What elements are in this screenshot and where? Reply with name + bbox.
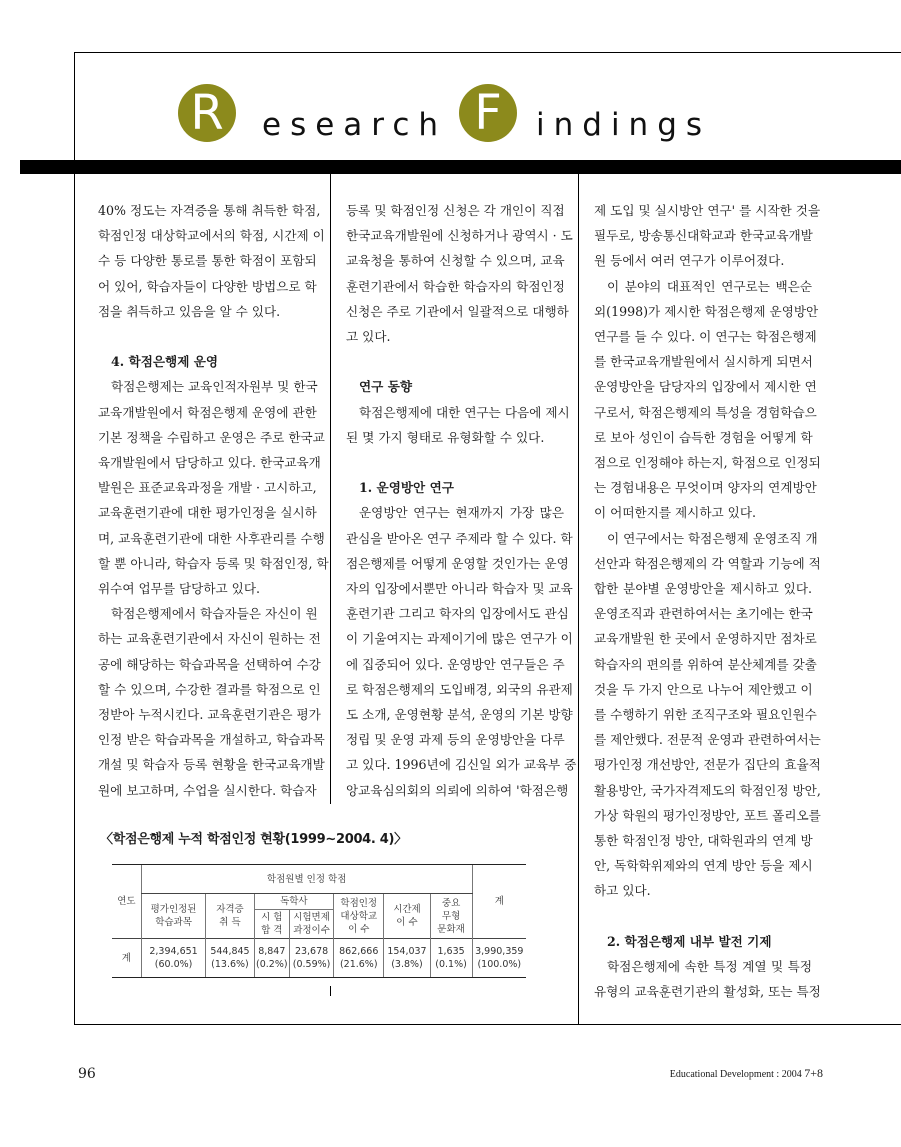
text-line: 외(1998)가 제시한 학점은행제 운영방안 xyxy=(594,303,819,319)
column-2 xyxy=(346,198,577,803)
text-line: 40% 정도는 자격증을 통해 취득한 학점, xyxy=(98,203,321,218)
text-line: 정받아 누적시킨다. 교육훈련기관은 평가 xyxy=(98,707,321,723)
journal-issue: 7+8 xyxy=(804,1066,823,1080)
text-line: 자의 입장에서뿐만 아니라 학습자 및 교육 xyxy=(346,581,573,597)
logo-word-indings: indings xyxy=(536,107,712,143)
text-line: 위수여 업무를 담당하고 있다. xyxy=(98,581,260,597)
text-line: 통한 학점인정 방안, 대학원과의 연계 방 xyxy=(594,833,813,849)
text-line: 된 몇 가지 형태로 유형화할 수 있다. xyxy=(346,429,545,445)
text-line: 발원은 표준교육과정을 개발 · 고시하고, xyxy=(98,480,317,496)
table-caption: 〈학점은행제 누적 학점인정 현황(1999∼2004. 4)〉 xyxy=(100,832,407,847)
text-line: 점을 취득하고 있음을 알 수 있다. xyxy=(98,303,281,319)
table-header-row xyxy=(112,894,526,910)
text-line: 며, 교육훈련기관에 대한 사후관리를 수행 xyxy=(98,530,325,546)
text-line: 학점은행제에 대한 연구는 다음에 제시 xyxy=(359,404,570,420)
table-row xyxy=(112,939,526,978)
th-parttime: 시간제 이 수 xyxy=(384,894,430,939)
text-line: 학점은행제는 교육인적자원부 및 한국 xyxy=(111,379,318,395)
td-total: 3,990,359 (100.0%) xyxy=(472,939,526,978)
column-divider-2 xyxy=(578,174,579,1024)
text-line: 점으로 인정해야 하는지, 학점으로 인정되 xyxy=(594,455,821,471)
header-band xyxy=(20,160,901,174)
text-line: 도 소개, 운영현황 분석, 운영의 기본 방향 xyxy=(346,707,573,723)
journal-title: Educational Development : 2004 xyxy=(669,1069,802,1080)
th-exam: 시 험 합 격 xyxy=(254,910,289,939)
column-1 xyxy=(98,198,329,803)
text-line: 에 집중되어 있다. 운영방안 연구들은 주 xyxy=(346,656,565,672)
text-line: 훈련기관 그리고 학자의 입장에서도 관심 xyxy=(346,606,569,622)
logo-initial-f: F xyxy=(459,84,517,142)
th-cert: 자격증 취 득 xyxy=(206,894,254,939)
stats-table xyxy=(112,864,526,978)
text-line: 수 등 다양한 통로를 통한 학점이 포함되 xyxy=(98,253,317,269)
text-line: 훈련기관에서 학습한 학습자의 학점인정 xyxy=(346,278,565,294)
frame-left-rule-lower xyxy=(74,172,75,1024)
text-line: 구로서, 학점은행제의 특성을 경험학습으 xyxy=(594,404,817,420)
text-line: 고 있다. 1996년에 김신일 외가 교육부 중 xyxy=(346,757,577,773)
th-school: 학점인정 대상학교 이 수 xyxy=(334,894,384,939)
section-heading: 연구 동향 xyxy=(359,379,413,395)
text-line: 할 수 있으며, 수강한 결과를 학점으로 인 xyxy=(98,681,321,697)
text-line: 기본 정책을 수립하고 운영은 주로 한국교 xyxy=(98,429,325,445)
text-line: 등록 및 학점인정 신청은 각 개인이 직접 xyxy=(346,203,565,218)
text-line: 합한 분야별 운영방안을 제시하고 있다. xyxy=(594,581,812,597)
text-line: 이 어떠한지를 제시하고 있다. xyxy=(594,505,756,521)
th-exempt: 시험면제 과정이수 xyxy=(290,910,334,939)
text-line: 안, 독학학위제와의 연계 방안 등을 제시 xyxy=(594,858,813,874)
th-heritage: 중요 무형 문화재 xyxy=(430,894,472,939)
column-divider-1 xyxy=(330,174,331,804)
logo-word-esearch: esearch xyxy=(262,107,448,143)
text-line: 점은행제를 어떻게 운영할 것인가는 운영 xyxy=(346,555,569,571)
td-exempt: 23,678 (0.59%) xyxy=(290,939,334,978)
text-line: 는 경험내용은 무엇이며 양자의 연계방안 xyxy=(594,480,817,496)
text-line: 학점인정 대상학교에서의 학점, 시간제 이 xyxy=(98,228,325,244)
text-line: 하고 있다. xyxy=(594,883,651,899)
text-line: 를 한국교육개발원에서 실시하게 되면서 xyxy=(594,354,813,370)
table-header-row xyxy=(112,865,526,894)
text-line: 교육개발원 한 곳에서 운영하지만 점차로 xyxy=(594,631,817,647)
text-line: 앙교육심의회의 의뢰에 의하여 '학점은행 xyxy=(346,782,569,798)
page-number: 96 xyxy=(78,1066,96,1082)
text-line: 원 등에서 여러 연구가 이루어졌다. xyxy=(594,253,785,269)
text-line: 연구를 들 수 있다. 이 연구는 학점은행제 xyxy=(594,329,817,345)
text-line: 원에 보고하며, 수업을 실시한다. 학습자 xyxy=(98,782,317,798)
text-line: 개설 및 학습자 등록 현황을 한국교육개발 xyxy=(98,757,325,773)
text-line: 운영조직과 관련하여서는 초기에는 한국 xyxy=(594,606,813,622)
text-line: 학습자의 편의를 위하여 분산체계를 갖출 xyxy=(594,656,817,672)
text-line: 운영방안을 담당자의 입장에서 제시한 연 xyxy=(594,379,817,395)
journal-footer xyxy=(670,1066,823,1081)
td-cert: 544,845 (13.6%) xyxy=(206,939,254,978)
text-line: 정립 및 운영 과제 등의 운영방안을 다루 xyxy=(346,732,565,748)
logo-initial-r: R xyxy=(178,84,236,142)
text-line: 육개발원에서 담당하고 있다. 한국교육개 xyxy=(98,455,321,471)
frame-left-rule xyxy=(74,52,75,160)
text-line: 고 있다. xyxy=(346,329,391,345)
text-line: 것을 두 가지 안으로 나누어 제안했고 이 xyxy=(594,681,813,697)
text-line: 한국교육개발원에 신청하거나 광역시 · 도 xyxy=(346,228,573,244)
text-line: 인정 받은 학습과목을 개설하고, 학습과목 xyxy=(98,732,325,748)
text-line: 선안과 학점은행제의 각 역할과 기능에 적 xyxy=(594,555,821,571)
text-line: 필두로, 방송통신대학교과 한국교육개발 xyxy=(594,228,813,244)
td-eval: 2,394,651 (60.0%) xyxy=(141,939,206,978)
td-school: 862,666 (21.6%) xyxy=(334,939,384,978)
text-line: 신청은 주로 기관에서 일괄적으로 대행하 xyxy=(346,303,569,319)
td-year: 계 xyxy=(112,939,141,978)
text-line: 가상 학원의 평가인정방안, 포트 폴리오를 xyxy=(594,807,821,823)
th-group: 학점원별 인정 학점 xyxy=(141,865,472,894)
text-line: 활용방안, 국가자격제도의 학점인정 방안, xyxy=(594,782,821,798)
text-line: 하는 교육훈련기관에서 자신이 원하는 전 xyxy=(98,631,321,647)
text-line: 운영방안 연구는 현재까지 가장 많은 xyxy=(359,505,564,521)
text-line: 관심을 받아온 연구 주제라 할 수 있다. 학 xyxy=(346,530,573,546)
text-line: 교육개발원에서 학점은행제 운영에 관한 xyxy=(98,404,317,420)
text-line: 이 연구에서는 학점은행제 운영조직 개 xyxy=(607,530,818,546)
text-line: 어 있어, 학습자들이 다양한 방법으로 학 xyxy=(98,278,317,294)
td-parttime: 154,037 (3.8%) xyxy=(384,939,430,978)
section-heading: 4. 학점은행제 운영 xyxy=(111,354,219,370)
frame-bottom-rule xyxy=(74,1024,901,1025)
text-line: 이 분야의 대표적인 연구로는 백은순 xyxy=(607,278,812,294)
th-eval: 평가인정된 학습과목 xyxy=(141,894,206,939)
text-line: 로 학점은행제의 도입배경, 외국의 유관제 xyxy=(346,681,573,697)
text-line: 유형의 교육훈련기관의 활성화, 또는 특정 xyxy=(594,984,821,1000)
td-heritage: 1,635 (0.1%) xyxy=(430,939,472,978)
text-line: 로 보아 성인이 습득한 경험을 어떻게 학 xyxy=(594,429,813,445)
text-line: 공에 해당하는 학습과목을 선택하여 수강 xyxy=(98,656,321,672)
text-line: 할 뿐 아니라, 학습자 등록 및 학점인정, 학 xyxy=(98,555,329,571)
text-line: 이 기울여지는 과제이기에 많은 연구가 이 xyxy=(346,631,573,647)
text-line: 를 수행하기 위한 조직구조와 필요인원수 xyxy=(594,707,817,723)
th-year: 연도 xyxy=(112,865,141,939)
td-exam: 8,847 (0.2%) xyxy=(254,939,289,978)
th-total: 계 xyxy=(472,865,526,939)
text-line: 제 도입 및 실시방안 연구' 를 시작한 것을 xyxy=(594,203,821,218)
column-tick xyxy=(330,986,331,996)
text-line: 학점은행제에서 학습자들은 자신이 원 xyxy=(111,606,318,622)
text-line: 교육청을 통하여 신청할 수 있으며, 교육 xyxy=(346,253,565,269)
frame-top-rule xyxy=(74,52,901,53)
text-line: 교육훈련기관에 대한 평가인정을 실시하 xyxy=(98,505,317,521)
text-line: 평가인정 개선방안, 전문가 집단의 효율적 xyxy=(594,757,821,773)
section-heading: 2. 학점은행제 내부 발전 기제 xyxy=(607,933,772,949)
text-line: 를 제안했다. 전문적 운영과 관련하여서는 xyxy=(594,732,821,748)
column-3 xyxy=(594,198,821,1004)
text-line: 학점은행제에 속한 특정 계열 및 특정 xyxy=(607,959,812,975)
section-heading: 1. 운영방안 연구 xyxy=(359,480,454,496)
th-selfstudy: 독학사 xyxy=(254,894,334,910)
